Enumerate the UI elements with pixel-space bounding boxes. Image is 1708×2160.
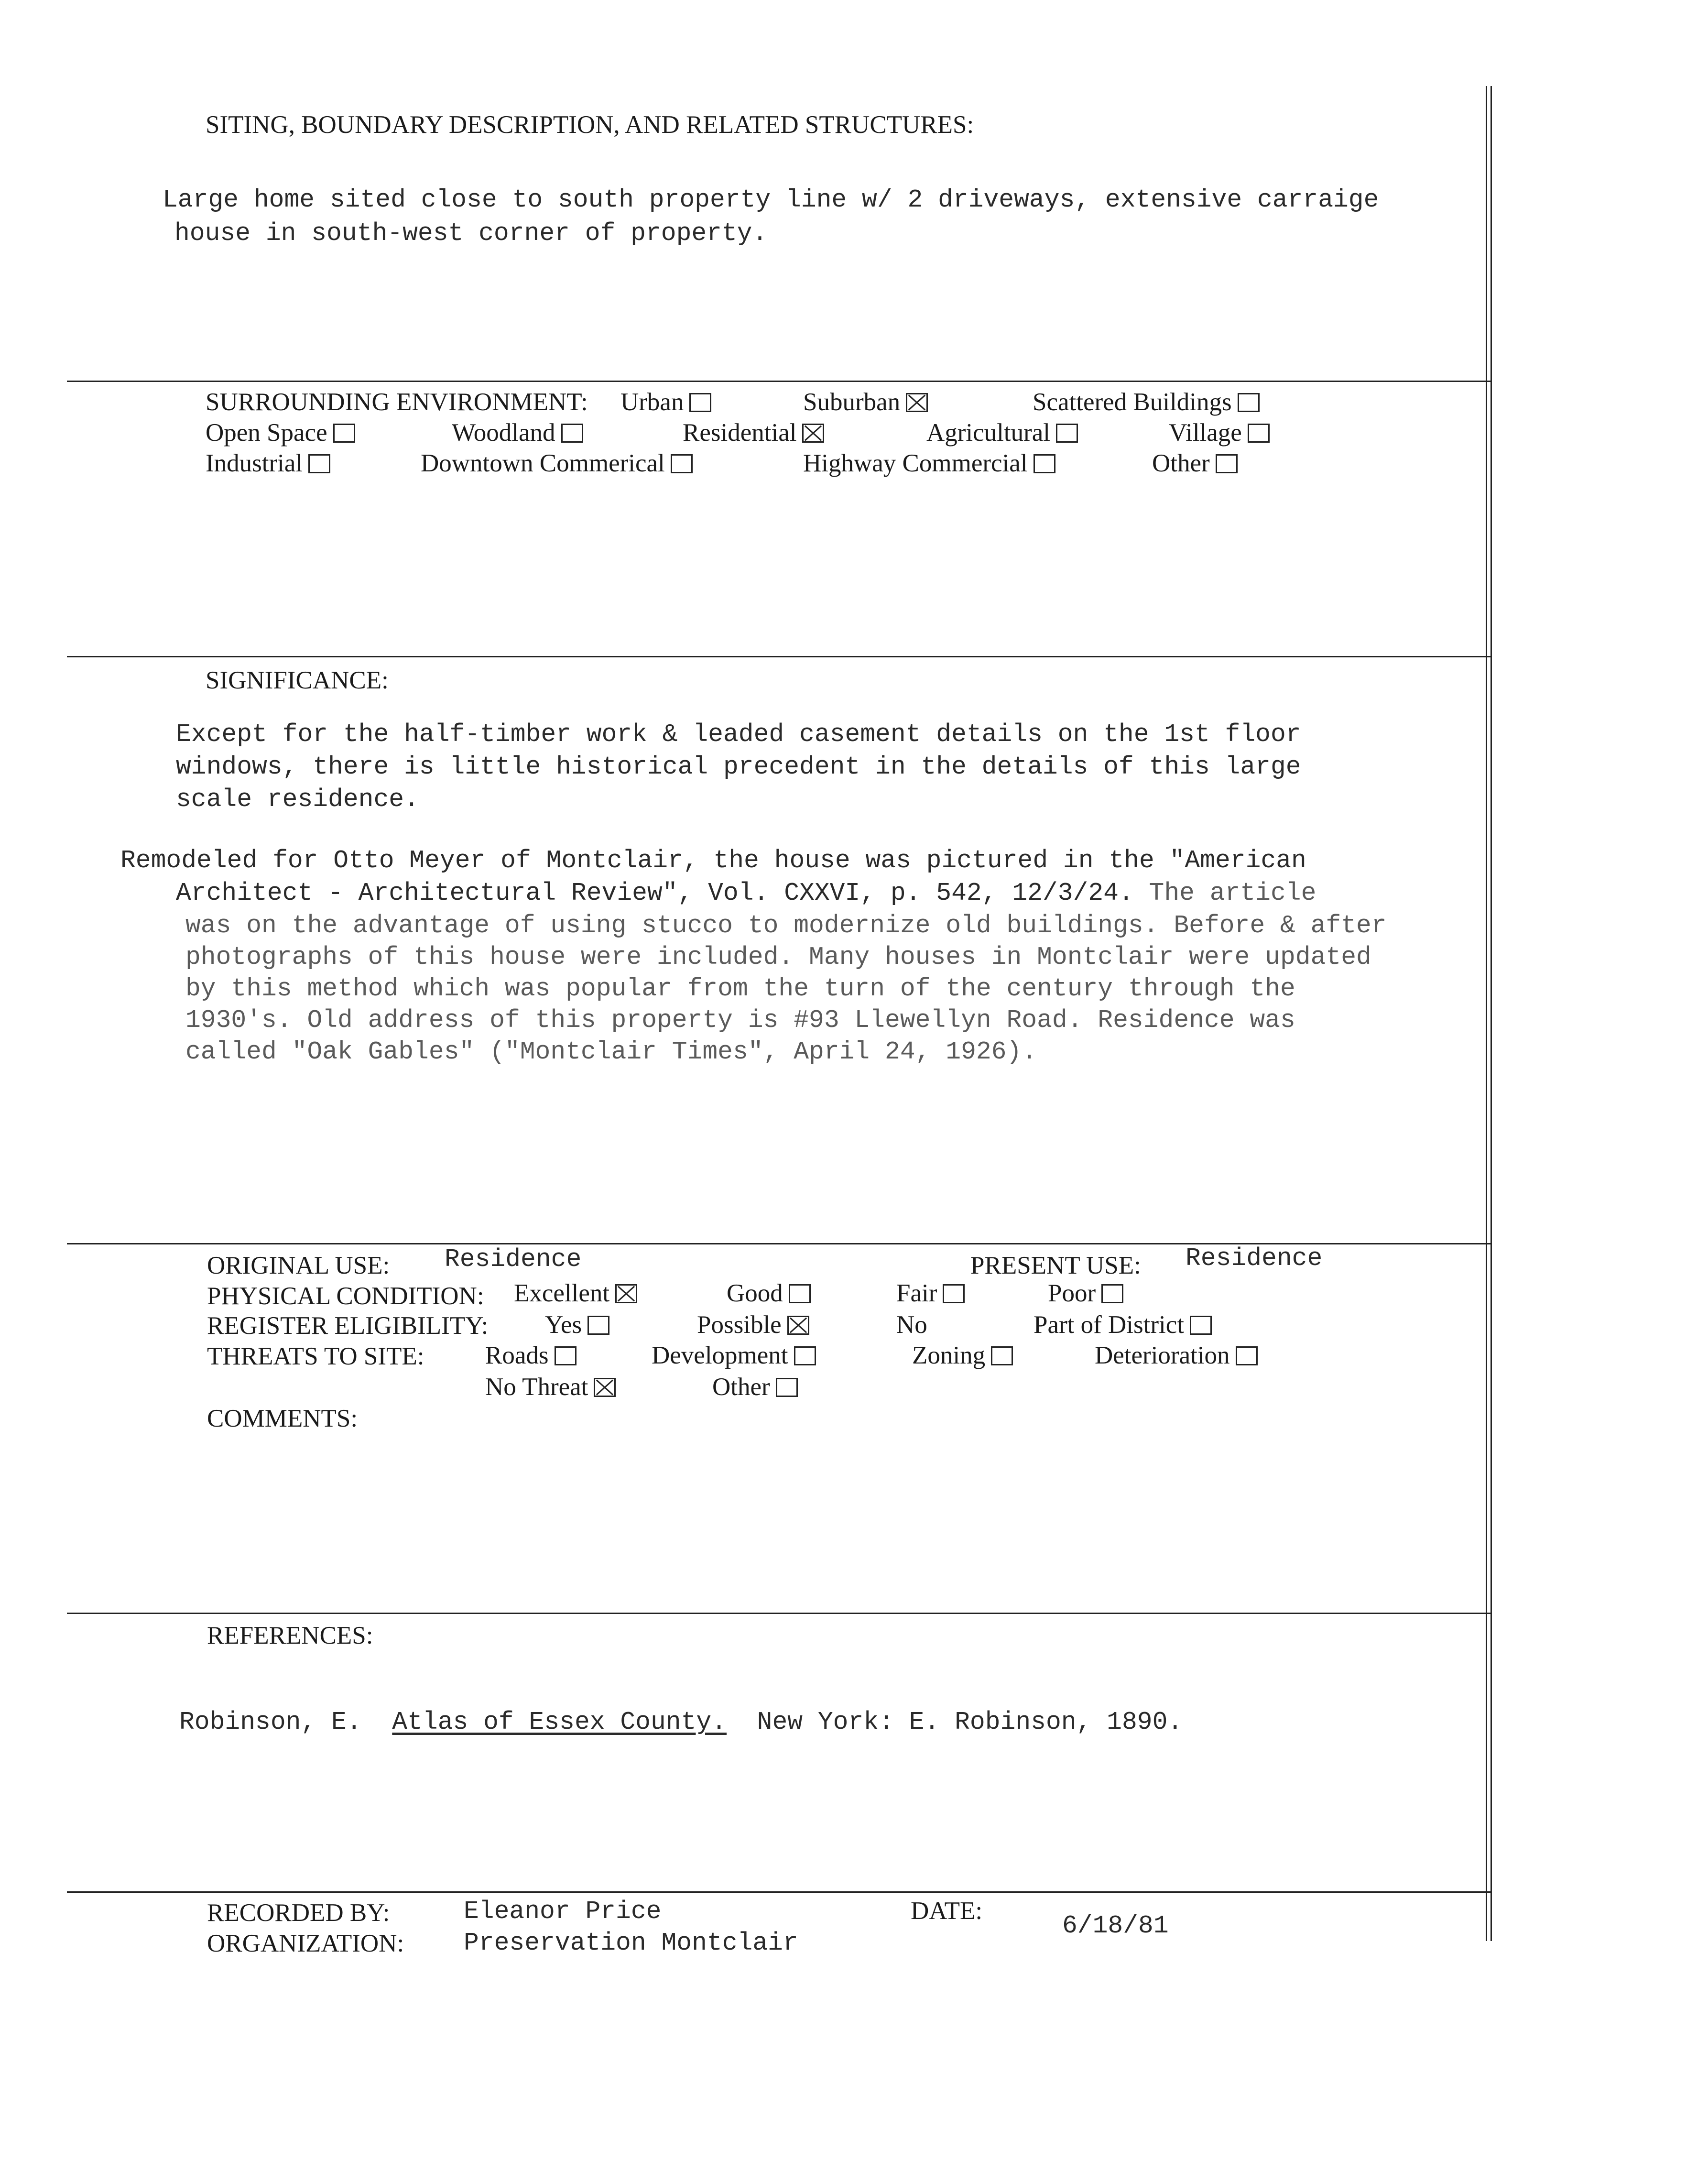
threat-zoning-label: Zoning xyxy=(912,1342,986,1369)
env-industrial-label: Industrial xyxy=(206,449,303,477)
right-border-outer xyxy=(1490,86,1492,1941)
eligibility-possible-checkbox[interactable] xyxy=(787,1316,809,1335)
significance-p2-first: for Otto Meyer of Montclair, the house was pictured in the "American xyxy=(272,846,1306,875)
env-downtown-label: Downtown Commerical xyxy=(421,449,665,477)
env-downtown-checkbox[interactable] xyxy=(671,454,693,473)
reference-entry xyxy=(179,1706,1183,1738)
eligibility-yes[interactable] xyxy=(545,1309,609,1341)
references-heading: REFERENCES: xyxy=(207,1622,373,1649)
eligibility-district-checkbox[interactable] xyxy=(1190,1316,1212,1335)
env-scattered-checkbox[interactable] xyxy=(1238,393,1260,412)
threat-no-threat-label: No Threat xyxy=(485,1373,588,1401)
env-open-space-label: Open Space xyxy=(206,419,327,447)
threat-zoning-checkbox[interactable] xyxy=(991,1346,1013,1365)
eligibility-label: REGISTER ELIGIBILITY: xyxy=(207,1312,489,1340)
env-scattered[interactable] xyxy=(1033,386,1260,418)
condition-excellent-label: Excellent xyxy=(514,1279,610,1307)
threat-roads-checkbox[interactable] xyxy=(555,1346,577,1365)
env-other-label: Other xyxy=(1152,449,1210,477)
recorded-by-value: Eleanor Price xyxy=(464,1897,662,1926)
eligibility-no[interactable] xyxy=(896,1309,927,1341)
date-label: DATE: xyxy=(911,1897,983,1925)
organization-value: Preservation Montclair xyxy=(464,1929,798,1957)
condition-fair-checkbox[interactable] xyxy=(943,1284,965,1303)
significance-p2-line-7: called "Oak Gables" ("Montclair Times", April 24, 1926). xyxy=(185,1037,1037,1066)
env-scattered-label: Scattered Buildings xyxy=(1033,388,1232,416)
threat-roads-label: Roads xyxy=(485,1342,549,1369)
env-agricultural-checkbox[interactable] xyxy=(1056,424,1078,443)
threat-development-label: Development xyxy=(652,1342,788,1369)
significance-p2-line-2 xyxy=(176,877,1316,909)
threat-deterioration[interactable] xyxy=(1095,1340,1258,1371)
recorded-by-label: RECORDED BY: xyxy=(207,1899,390,1927)
divider-1 xyxy=(67,381,1491,382)
env-suburban[interactable] xyxy=(803,386,928,418)
env-village[interactable] xyxy=(1169,417,1270,448)
significance-heading: SIGNIFICANCE: xyxy=(206,666,389,694)
env-residential-checkbox[interactable] xyxy=(802,424,824,443)
env-agricultural[interactable] xyxy=(926,417,1078,448)
env-highway-label: Highway Commercial xyxy=(803,449,1028,477)
env-woodland-checkbox[interactable] xyxy=(561,424,583,443)
env-residential[interactable] xyxy=(683,417,824,448)
eligibility-possible[interactable] xyxy=(697,1309,809,1341)
significance-p2-second-light: The article xyxy=(1149,879,1316,907)
siting-line-2: house in south-west corner of property. xyxy=(174,219,768,248)
threat-roads[interactable] xyxy=(485,1340,577,1371)
condition-fair[interactable] xyxy=(896,1277,965,1309)
eligibility-no-label: No xyxy=(896,1311,927,1339)
condition-poor-checkbox[interactable] xyxy=(1101,1284,1123,1303)
env-industrial-checkbox[interactable] xyxy=(308,454,330,473)
threats-label: THREATS TO SITE: xyxy=(207,1342,424,1370)
condition-excellent[interactable] xyxy=(514,1277,637,1309)
threat-deterioration-label: Deterioration xyxy=(1095,1342,1230,1369)
organization-label: ORGANIZATION: xyxy=(207,1930,404,1957)
condition-good-checkbox[interactable] xyxy=(789,1284,811,1303)
divider-4 xyxy=(67,1613,1491,1614)
significance-p2-second-dark: Architect - Architectural Review", Vol. CXXVI, p. 542, 12/3/24. xyxy=(176,879,1134,907)
env-village-label: Village xyxy=(1169,419,1242,447)
eligibility-yes-label: Yes xyxy=(545,1311,582,1339)
eligibility-district[interactable] xyxy=(1034,1309,1212,1341)
threat-deterioration-checkbox[interactable] xyxy=(1236,1346,1258,1365)
condition-fair-label: Fair xyxy=(896,1279,937,1307)
threat-other-label: Other xyxy=(712,1373,770,1401)
env-woodland[interactable] xyxy=(452,417,583,448)
condition-good-label: Good xyxy=(727,1279,783,1307)
significance-p1-line-2: windows, there is little historical precedent in the details of this large xyxy=(176,753,1301,781)
significance-p2-line-1 xyxy=(120,844,1306,877)
threat-other[interactable] xyxy=(712,1371,798,1403)
significance-remodeled: Remodeled xyxy=(120,846,258,875)
env-highway[interactable] xyxy=(803,447,1055,479)
eligibility-district-label: Part of District xyxy=(1034,1311,1184,1339)
condition-poor-label: Poor xyxy=(1048,1279,1096,1307)
significance-p1-line-1: Except for the half-timber work & leaded casement details on the 1st floor xyxy=(176,720,1301,749)
env-highway-checkbox[interactable] xyxy=(1034,454,1055,473)
divider-5 xyxy=(67,1891,1491,1893)
env-other-checkbox[interactable] xyxy=(1216,454,1238,473)
eligibility-yes-checkbox[interactable] xyxy=(587,1316,609,1335)
condition-label: PHYSICAL CONDITION: xyxy=(207,1282,484,1310)
env-urban-label: Urban xyxy=(620,388,684,416)
threat-zoning[interactable] xyxy=(912,1340,1013,1371)
significance-p2-line-4: photographs of this house were included. Many houses in Montclair were updated xyxy=(185,943,1371,971)
env-village-checkbox[interactable] xyxy=(1248,424,1270,443)
env-urban-checkbox[interactable] xyxy=(689,393,711,412)
condition-good[interactable] xyxy=(727,1277,811,1309)
comments-label: COMMENTS: xyxy=(207,1405,358,1432)
reference-publisher: New York: E. Robinson, 1890. xyxy=(757,1708,1183,1736)
threat-no-threat[interactable] xyxy=(485,1371,616,1403)
env-suburban-label: Suburban xyxy=(803,388,901,416)
env-other[interactable] xyxy=(1152,447,1238,479)
env-open-space-checkbox[interactable] xyxy=(333,424,355,443)
siting-heading: SITING, BOUNDARY DESCRIPTION, AND RELATED STRUCTURES: xyxy=(206,111,974,139)
env-suburban-checkbox[interactable] xyxy=(906,393,928,412)
eligibility-possible-label: Possible xyxy=(697,1311,782,1339)
threat-no-threat-checkbox[interactable] xyxy=(594,1378,616,1397)
significance-p2-line-5: by this method which was popular from the turn of the century through the xyxy=(185,974,1295,1003)
original-use-label: ORIGINAL USE: xyxy=(207,1252,390,1279)
reference-author: Robinson, E. xyxy=(179,1708,362,1736)
divider-2 xyxy=(67,656,1491,657)
significance-p2-line-6: 1930's. Old address of this property is #93 Llewellyn Road. Residence was xyxy=(185,1006,1295,1035)
env-downtown[interactable] xyxy=(421,447,693,479)
siting-line-1: Large home sited close to south property line w/ 2 driveways, extensive carraige xyxy=(163,185,1379,214)
condition-excellent-checkbox[interactable] xyxy=(615,1284,637,1303)
env-urban[interactable] xyxy=(620,386,711,418)
env-industrial[interactable] xyxy=(206,447,330,479)
right-border-inner xyxy=(1486,86,1487,1941)
reference-title: Atlas of Essex County. xyxy=(392,1708,727,1736)
threat-other-checkbox[interactable] xyxy=(776,1378,798,1397)
env-open-space[interactable] xyxy=(206,417,355,448)
original-use-value: Residence xyxy=(445,1245,582,1274)
env-woodland-label: Woodland xyxy=(452,419,555,447)
significance-p2-line-3: was on the advantage of using stucco to modernize old buildings. Before & after xyxy=(185,911,1387,940)
environment-heading: SURROUNDING ENVIRONMENT: xyxy=(206,388,588,416)
present-use-label: PRESENT USE: xyxy=(970,1252,1141,1279)
date-value: 6/18/81 xyxy=(1062,1911,1169,1940)
env-agricultural-label: Agricultural xyxy=(926,419,1051,447)
threat-development[interactable] xyxy=(652,1340,816,1371)
present-use-value: Residence xyxy=(1186,1244,1323,1273)
significance-p1-line-3: scale residence. xyxy=(176,785,419,814)
env-residential-label: Residential xyxy=(683,419,797,447)
condition-poor[interactable] xyxy=(1048,1277,1123,1309)
threat-development-checkbox[interactable] xyxy=(794,1346,816,1365)
